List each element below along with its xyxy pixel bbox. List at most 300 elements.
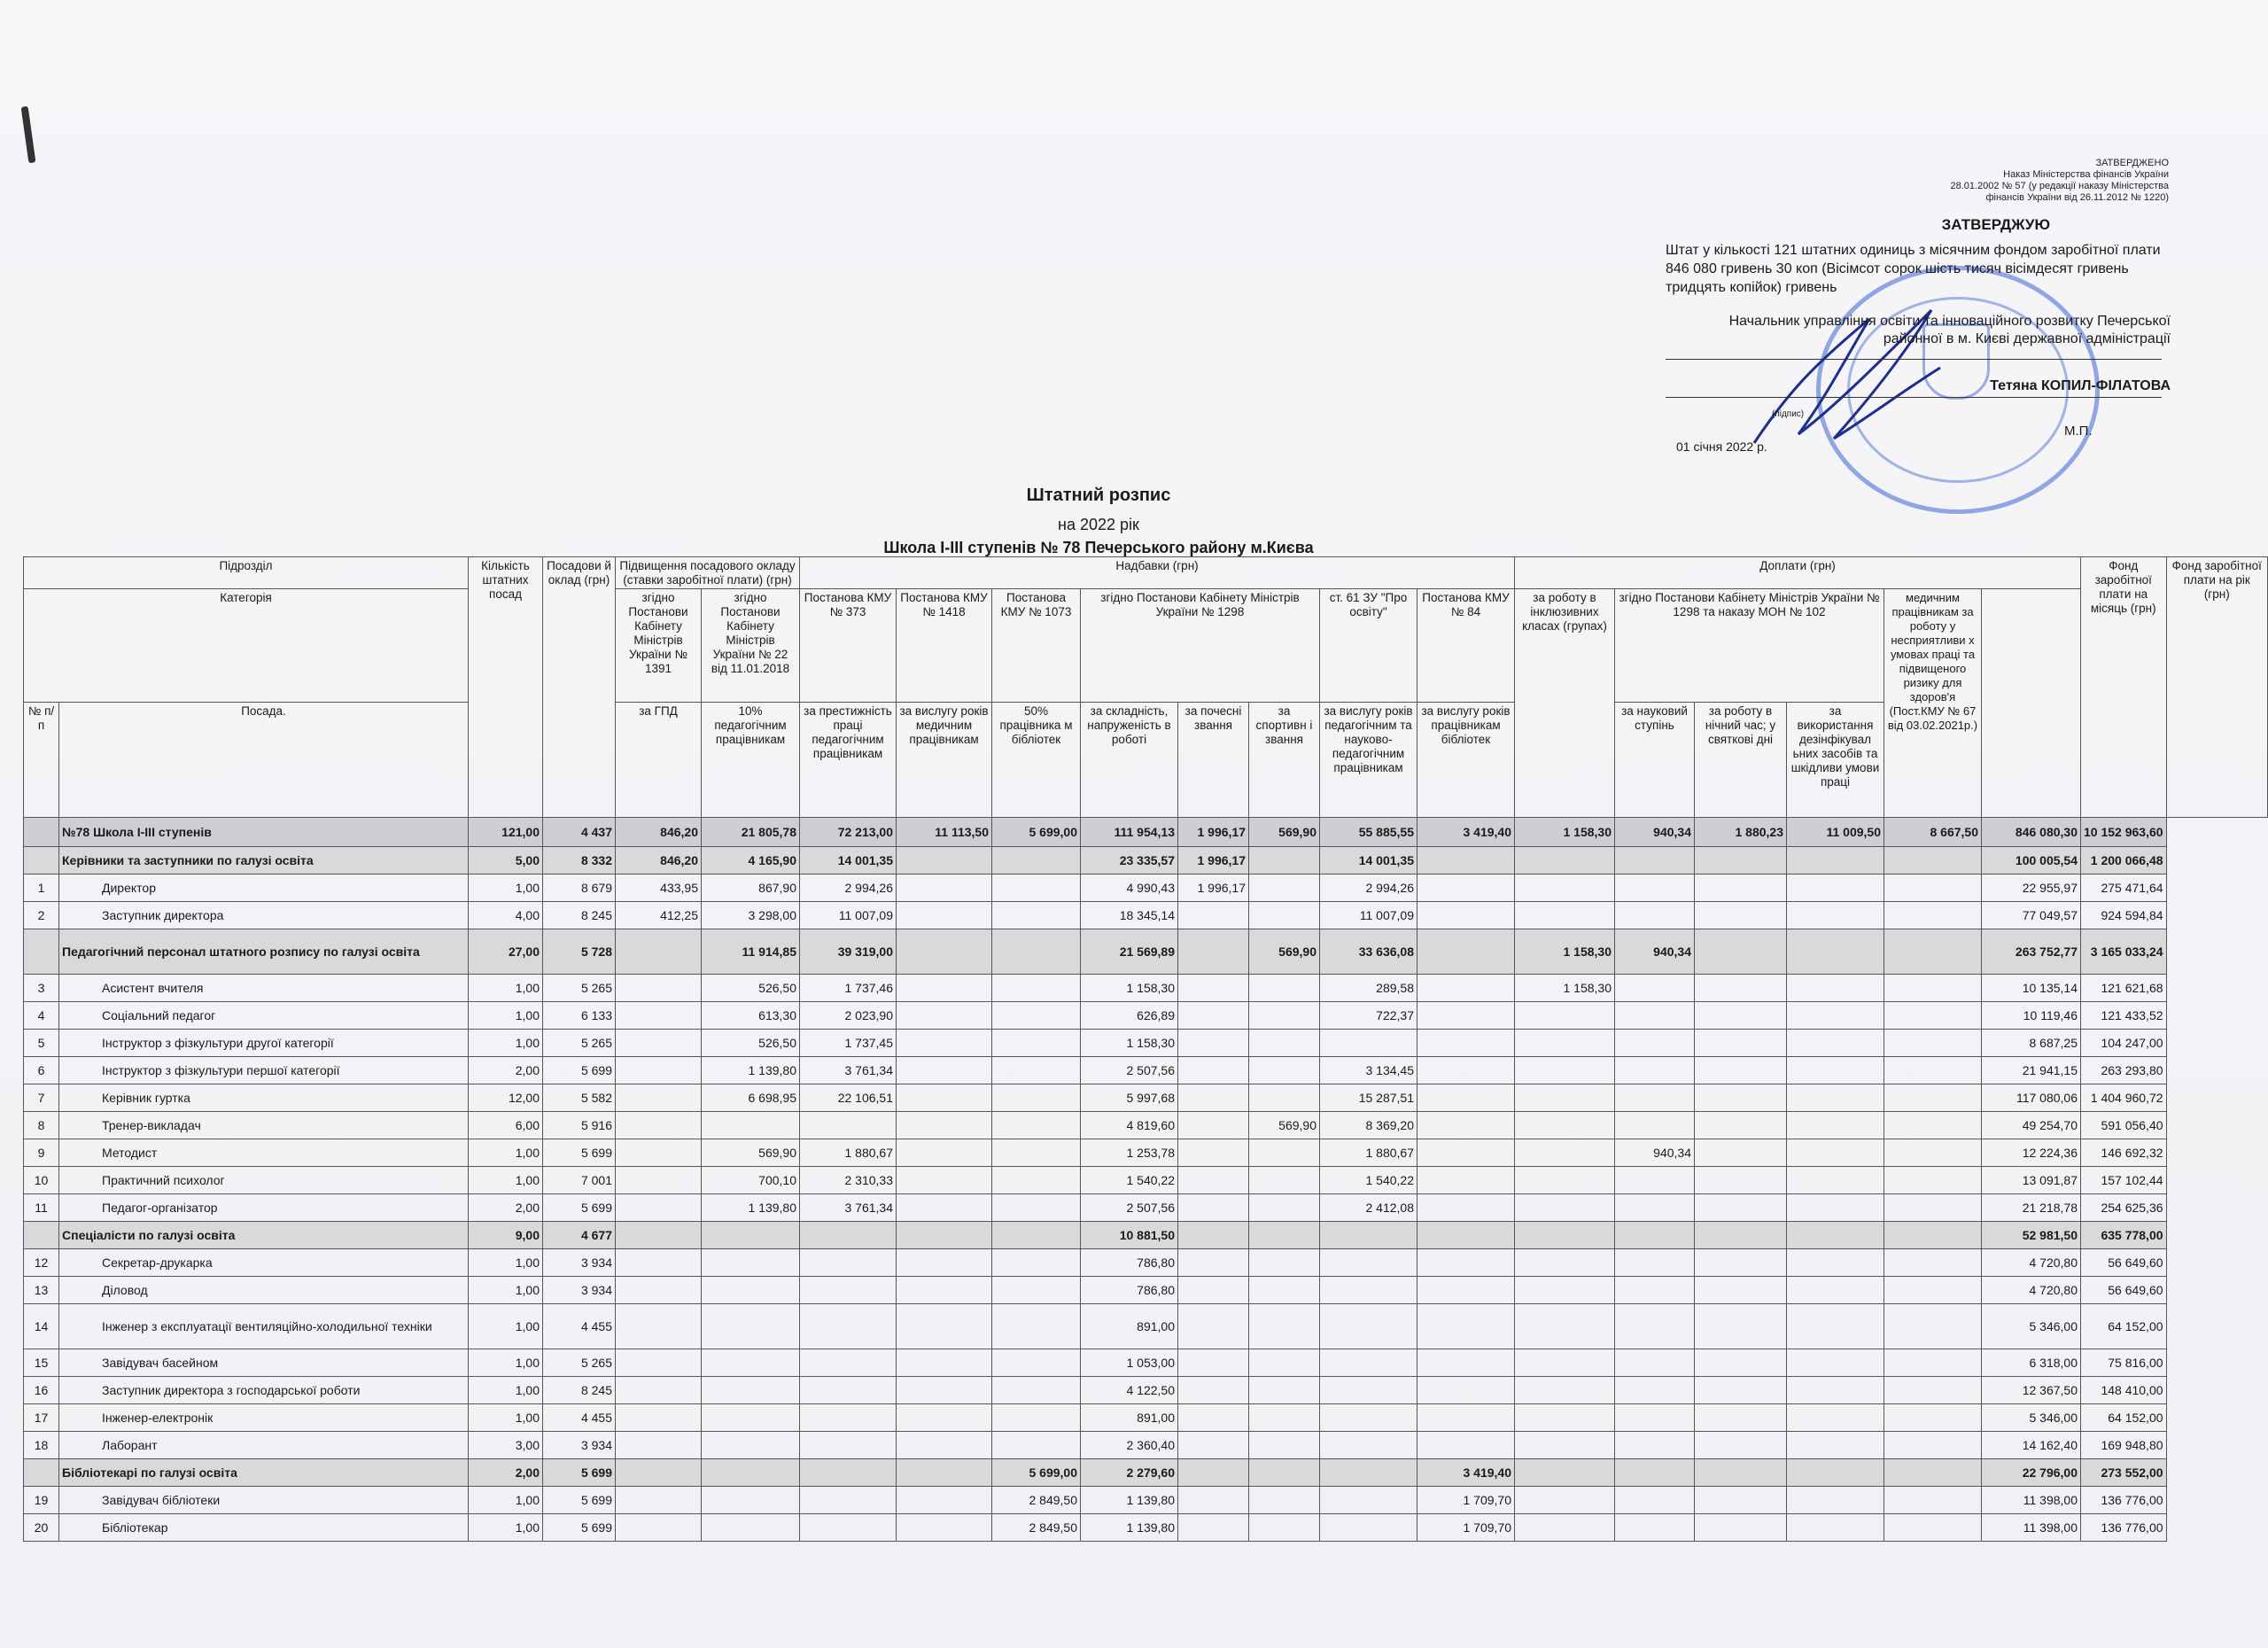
row-cell: 39 319,00 <box>800 929 897 975</box>
row-cell <box>1695 1030 1787 1057</box>
row-cell: 121,00 <box>469 818 543 847</box>
row-cell <box>1787 1194 1884 1222</box>
row-cell: 5 346,00 <box>1982 1304 2081 1349</box>
row-cell <box>800 1112 897 1139</box>
table-row <box>24 975 2268 1002</box>
row-cell: 940,34 <box>1615 1139 1695 1167</box>
header-b1418: Постанова КМУ № 1418 <box>897 589 992 703</box>
row-cell: 5 699 <box>543 1194 616 1222</box>
row-cell <box>897 1432 992 1459</box>
row-cell <box>1884 1002 1982 1030</box>
row-cell <box>1515 1002 1615 1030</box>
row-cell: 3 934 <box>543 1432 616 1459</box>
row-position-name: Практичний психолог <box>59 1167 469 1194</box>
row-cell <box>1787 1459 1884 1487</box>
row-cell: 5 916 <box>543 1112 616 1139</box>
row-cell <box>1884 1432 1982 1459</box>
row-cell <box>1695 1084 1787 1112</box>
row-cell <box>1884 1249 1982 1277</box>
row-cell <box>1249 1304 1320 1349</box>
row-cell <box>800 1404 897 1432</box>
row-cell <box>1178 1194 1249 1222</box>
table-row <box>24 1514 2268 1542</box>
row-cell <box>616 975 702 1002</box>
row-cell: 3 934 <box>543 1249 616 1277</box>
row-cell: 148 410,00 <box>2081 1377 2167 1404</box>
row-cell <box>1884 1222 1982 1249</box>
approved-note-line: Наказ Міністерства фінансів України <box>2003 169 2169 180</box>
row-cell <box>1695 929 1787 975</box>
row-cell: 1 053,00 <box>1081 1349 1178 1377</box>
row-cell <box>1615 1112 1695 1139</box>
row-cell <box>1615 1194 1695 1222</box>
row-cell <box>1320 1030 1418 1057</box>
row-cell: 3 298,00 <box>702 902 800 929</box>
table-row <box>24 1167 2268 1194</box>
row-cell: 9,00 <box>469 1222 543 1249</box>
row-cell <box>1320 1514 1418 1542</box>
row-cell <box>1249 1167 1320 1194</box>
row-cell <box>1884 1057 1982 1084</box>
row-cell <box>616 1514 702 1542</box>
row-cell <box>1418 1030 1515 1057</box>
row-cell: 1 253,78 <box>1081 1139 1178 1167</box>
row-cell <box>897 1404 992 1432</box>
row-cell <box>1787 1304 1884 1349</box>
row-cell <box>1515 1349 1615 1377</box>
row-cell <box>1249 902 1320 929</box>
row-cell: 6 698,95 <box>702 1084 800 1112</box>
row-cell <box>800 1487 897 1514</box>
row-cell: 21 218,78 <box>1982 1194 2081 1222</box>
row-cell: 8 369,20 <box>1320 1112 1418 1139</box>
row-cell <box>992 847 1081 875</box>
row-cell: 10 135,14 <box>1982 975 2081 1002</box>
row-cell <box>1615 1249 1695 1277</box>
row-cell <box>1515 1304 1615 1349</box>
row-cell: 5 699,00 <box>992 818 1081 847</box>
row-number <box>24 1459 59 1487</box>
row-cell <box>1320 1487 1418 1514</box>
row-cell <box>1249 1377 1320 1404</box>
row-cell: 5 699,00 <box>992 1459 1081 1487</box>
row-cell: 263 293,80 <box>2081 1057 2167 1084</box>
row-cell: 136 776,00 <box>2081 1514 2167 1542</box>
row-cell <box>1884 1030 1982 1057</box>
row-cell: 12,00 <box>469 1084 543 1112</box>
row-cell: 55 885,55 <box>1320 818 1418 847</box>
row-cell <box>1249 1002 1320 1030</box>
row-number: 14 <box>24 1304 59 1349</box>
row-cell <box>1615 1084 1695 1112</box>
row-cell: 33 636,08 <box>1320 929 1418 975</box>
row-cell <box>897 929 992 975</box>
row-cell: 23 335,57 <box>1081 847 1178 875</box>
row-cell <box>1320 1349 1418 1377</box>
row-cell: 11 007,09 <box>800 902 897 929</box>
row-cell <box>992 1167 1081 1194</box>
approval-head-position: Начальник управління освіти та інноваційного розвитку Печерської районної в м. Києві державної адміністрації <box>1728 314 2171 346</box>
row-cell <box>897 1084 992 1112</box>
row-cell <box>1320 1404 1418 1432</box>
row-cell <box>992 1112 1081 1139</box>
row-cell: 10 119,46 <box>1982 1002 2081 1030</box>
row-cell <box>1615 1459 1695 1487</box>
approval-title: ЗАТВЕРДЖУЮ <box>1941 216 2050 233</box>
row-cell: 1 540,22 <box>1320 1167 1418 1194</box>
row-cell <box>992 975 1081 1002</box>
row-cell <box>616 1249 702 1277</box>
row-cell: 5 699 <box>543 1487 616 1514</box>
row-cell: 64 152,00 <box>2081 1304 2167 1349</box>
row-cell <box>1178 1084 1249 1112</box>
row-number: 5 <box>24 1030 59 1057</box>
row-cell: 8 687,25 <box>1982 1030 2081 1057</box>
header-row <box>24 589 2268 703</box>
pencil-mark <box>21 106 36 163</box>
row-cell <box>1418 1084 1515 1112</box>
row-cell <box>800 1304 897 1349</box>
row-cell: 8 667,50 <box>1884 818 1982 847</box>
row-cell <box>800 1349 897 1377</box>
approved-note-line: фінансів України від 26.11.2012 № 1220) <box>1985 192 2169 203</box>
row-cell: 21 805,78 <box>702 818 800 847</box>
row-cell <box>1695 875 1787 902</box>
row-position-name: Бібліотекарі по галузі освіта <box>59 1459 469 1487</box>
row-cell <box>702 1277 800 1304</box>
row-cell <box>897 1377 992 1404</box>
row-cell <box>1695 1139 1787 1167</box>
row-cell <box>1418 1404 1515 1432</box>
table-row <box>24 1002 2268 1030</box>
row-cell <box>1695 1487 1787 1514</box>
row-cell: 254 625,36 <box>2081 1194 2167 1222</box>
row-cell <box>1178 1459 1249 1487</box>
row-cell: 77 049,57 <box>1982 902 2081 929</box>
row-cell <box>702 1304 800 1349</box>
row-cell <box>1695 1002 1787 1030</box>
row-cell: 1 880,67 <box>800 1139 897 1167</box>
row-cell <box>1695 1349 1787 1377</box>
row-cell: 5 346,00 <box>1982 1404 2081 1432</box>
table-row-total <box>24 818 2268 847</box>
row-cell <box>897 1167 992 1194</box>
row-cell: 56 649,60 <box>2081 1249 2167 1277</box>
row-cell: 18 345,14 <box>1081 902 1178 929</box>
row-cell: 1,00 <box>469 1304 543 1349</box>
row-cell <box>1787 1002 1884 1030</box>
row-cell: 3 761,34 <box>800 1057 897 1084</box>
row-cell: 5 582 <box>543 1084 616 1112</box>
row-cell: 11 914,85 <box>702 929 800 975</box>
row-cell: 1 200 066,48 <box>2081 847 2167 875</box>
row-cell <box>1249 1432 1320 1459</box>
row-cell <box>800 1514 897 1542</box>
row-cell <box>616 1222 702 1249</box>
row-cell <box>897 1030 992 1057</box>
row-cell: 8 332 <box>543 847 616 875</box>
row-cell: 5 265 <box>543 1030 616 1057</box>
table-row <box>24 1277 2268 1304</box>
header-count: Кількість штатних посад <box>469 557 543 818</box>
table-row <box>24 1377 2268 1404</box>
row-cell <box>1418 875 1515 902</box>
row-cell <box>897 1249 992 1277</box>
row-cell <box>1615 1404 1695 1432</box>
row-cell: 2 310,33 <box>800 1167 897 1194</box>
row-cell <box>1695 1222 1787 1249</box>
table-row <box>24 1057 2268 1084</box>
row-position-name: Тренер-викладач <box>59 1112 469 1139</box>
row-number: 12 <box>24 1249 59 1277</box>
row-cell: 117 080,06 <box>1982 1084 2081 1112</box>
table-row-group <box>24 929 2268 975</box>
row-cell: 4,00 <box>469 902 543 929</box>
row-cell: 1,00 <box>469 1514 543 1542</box>
row-cell <box>1787 1057 1884 1084</box>
row-cell <box>897 1487 992 1514</box>
table-row <box>24 1084 2268 1112</box>
row-cell <box>897 1057 992 1084</box>
row-cell <box>992 1349 1081 1377</box>
table-row <box>24 1487 2268 1514</box>
row-cell: 136 776,00 <box>2081 1487 2167 1514</box>
row-cell <box>1884 1487 1982 1514</box>
row-cell <box>616 1432 702 1459</box>
row-cell <box>616 1459 702 1487</box>
row-cell: 289,58 <box>1320 975 1418 1002</box>
row-cell <box>1695 975 1787 1002</box>
row-cell <box>702 1514 800 1542</box>
row-cell: 10 881,50 <box>1081 1222 1178 1249</box>
header-row <box>24 557 2268 589</box>
row-cell <box>1320 1432 1418 1459</box>
row-position-name: Інструктор з фізкультури першої категорії <box>59 1057 469 1084</box>
row-cell: 1,00 <box>469 1139 543 1167</box>
row-cell <box>992 1277 1081 1304</box>
row-cell <box>1178 1487 1249 1514</box>
row-cell: 1,00 <box>469 1277 543 1304</box>
table-row <box>24 1249 2268 1277</box>
divider <box>1666 359 2162 360</box>
row-cell <box>1615 1432 1695 1459</box>
row-cell: 11 007,09 <box>1320 902 1418 929</box>
header-raise-a2: за ГПД <box>616 703 702 818</box>
row-cell <box>1418 1249 1515 1277</box>
row-cell <box>1178 1277 1249 1304</box>
row-cell: 526,50 <box>702 1030 800 1057</box>
row-cell <box>992 1377 1081 1404</box>
row-cell: 635 778,00 <box>2081 1222 2167 1249</box>
row-number: 8 <box>24 1112 59 1139</box>
row-cell <box>1787 1277 1884 1304</box>
header-num: № п/п <box>24 703 59 818</box>
document-year: на 2022 рік <box>1058 516 1139 533</box>
row-cell: 8 679 <box>543 875 616 902</box>
organization-name: Школа І-ІІІ ступенів № 78 Печерського району м.Києва <box>883 539 1314 556</box>
row-cell: 2 412,08 <box>1320 1194 1418 1222</box>
row-cell: 3,00 <box>469 1432 543 1459</box>
row-cell: 157 102,44 <box>2081 1167 2167 1194</box>
row-position-name: Інструктор з фізкультури другої категорії <box>59 1030 469 1057</box>
row-cell <box>1418 1194 1515 1222</box>
row-cell <box>1178 1030 1249 1057</box>
row-cell: 924 594,84 <box>2081 902 2167 929</box>
row-cell <box>1418 1139 1515 1167</box>
row-position-name: Секретар-друкарка <box>59 1249 469 1277</box>
row-cell <box>1249 1222 1320 1249</box>
row-cell: 2 279,60 <box>1081 1459 1178 1487</box>
row-cell: 5 699 <box>543 1057 616 1084</box>
row-cell <box>702 1349 800 1377</box>
row-cell <box>616 1030 702 1057</box>
row-cell: 4 437 <box>543 818 616 847</box>
row-number: 15 <box>24 1349 59 1377</box>
row-cell: 4 165,90 <box>702 847 800 875</box>
row-cell <box>1178 1222 1249 1249</box>
row-cell <box>616 1112 702 1139</box>
row-cell <box>1515 1514 1615 1542</box>
header-inclusive: за роботу в інклюзивних класах (групах) <box>1515 589 1615 818</box>
row-cell: 273 552,00 <box>2081 1459 2167 1487</box>
row-cell: 4 455 <box>543 1304 616 1349</box>
row-cell: 1 158,30 <box>1515 929 1615 975</box>
row-cell <box>1695 1112 1787 1139</box>
row-cell: 940,34 <box>1615 818 1695 847</box>
row-cell: 786,80 <box>1081 1277 1178 1304</box>
row-number: 17 <box>24 1404 59 1432</box>
row-cell <box>1320 1277 1418 1304</box>
row-cell: 3 165 033,24 <box>2081 929 2167 975</box>
header-position: Посада. <box>59 703 469 818</box>
row-cell: 100 005,54 <box>1982 847 2081 875</box>
row-cell <box>1178 1514 1249 1542</box>
row-cell: 11 398,00 <box>1982 1487 2081 1514</box>
approved-order-note <box>1779 158 2169 204</box>
row-cell: 5 997,68 <box>1081 1084 1178 1112</box>
row-cell <box>1787 929 1884 975</box>
row-cell <box>1615 1167 1695 1194</box>
header-raise-b: згідно Постанови Кабінету Міністрів України № 22 від 11.01.2018 <box>702 589 800 703</box>
header-b84-2: за вислугу років працівникам бібліотек <box>1418 703 1515 818</box>
row-cell <box>616 1377 702 1404</box>
row-cell <box>1884 1277 1982 1304</box>
row-cell: 3 419,40 <box>1418 1459 1515 1487</box>
row-cell: 1 158,30 <box>1515 975 1615 1002</box>
row-cell <box>992 1084 1081 1112</box>
row-cell <box>1615 1349 1695 1377</box>
table-row <box>24 1112 2268 1139</box>
header-b1298: згідно Постанови Кабінету Міністрів України № 1298 <box>1081 589 1320 703</box>
row-cell <box>897 975 992 1002</box>
row-cell <box>1515 1112 1615 1139</box>
row-cell: 569,90 <box>1249 1112 1320 1139</box>
row-cell: 1,00 <box>469 1002 543 1030</box>
row-cell: 1 709,70 <box>1418 1487 1515 1514</box>
row-cell <box>1884 875 1982 902</box>
row-cell: 1,00 <box>469 875 543 902</box>
row-cell: 5 699 <box>543 1139 616 1167</box>
row-cell <box>1787 902 1884 929</box>
row-cell: 12 224,36 <box>1982 1139 2081 1167</box>
row-cell <box>1320 1222 1418 1249</box>
row-cell <box>1249 1030 1320 1057</box>
row-cell: 121 433,52 <box>2081 1002 2167 1030</box>
row-cell <box>1695 1167 1787 1194</box>
row-cell: 569,90 <box>1249 929 1320 975</box>
row-cell: 1 139,80 <box>702 1057 800 1084</box>
row-cell <box>1787 1432 1884 1459</box>
row-number: 7 <box>24 1084 59 1112</box>
row-cell <box>897 1349 992 1377</box>
row-cell <box>897 1139 992 1167</box>
header-bonus: Надбавки (грн) <box>800 557 1515 589</box>
header-b1298-c: за спортивн і звання <box>1249 703 1320 818</box>
row-number: 10 <box>24 1167 59 1194</box>
approved-note-line: ЗАТВЕРДЖЕНО <box>2095 158 2169 168</box>
row-position-name: Заступник директора з господарської роботи <box>59 1377 469 1404</box>
row-cell: 1 540,22 <box>1081 1167 1178 1194</box>
row-cell: 21 569,89 <box>1081 929 1178 975</box>
row-cell <box>1515 1487 1615 1514</box>
row-cell <box>800 1222 897 1249</box>
row-cell <box>1178 1377 1249 1404</box>
row-cell <box>1884 902 1982 929</box>
row-cell <box>897 1194 992 1222</box>
row-cell: 6,00 <box>469 1112 543 1139</box>
row-number: 9 <box>24 1139 59 1167</box>
row-position-name: Педагог-організатор <box>59 1194 469 1222</box>
row-number: 1 <box>24 875 59 902</box>
row-cell <box>1418 1349 1515 1377</box>
row-cell <box>1515 1057 1615 1084</box>
row-cell <box>1695 1432 1787 1459</box>
table-row <box>24 1139 2268 1167</box>
row-cell: 263 752,77 <box>1982 929 2081 975</box>
row-cell <box>1515 847 1615 875</box>
row-cell: 3 934 <box>543 1277 616 1304</box>
row-number: 20 <box>24 1514 59 1542</box>
row-cell: 613,30 <box>702 1002 800 1030</box>
row-position-name: Педагогічний персонал штатного розпису по галузі освіта <box>59 929 469 975</box>
row-cell <box>1787 1222 1884 1249</box>
row-cell <box>897 1002 992 1030</box>
row-cell <box>616 1404 702 1432</box>
table-row <box>24 1194 2268 1222</box>
row-cell <box>1418 929 1515 975</box>
row-cell <box>1884 1084 1982 1112</box>
row-number: 3 <box>24 975 59 1002</box>
row-cell <box>1695 1057 1787 1084</box>
row-cell: 4 677 <box>543 1222 616 1249</box>
row-cell <box>1615 1377 1695 1404</box>
row-cell: 13 091,87 <box>1982 1167 2081 1194</box>
row-cell <box>1884 1194 1982 1222</box>
row-cell <box>1695 902 1787 929</box>
row-cell <box>1515 902 1615 929</box>
row-cell <box>616 1349 702 1377</box>
row-cell: 1,00 <box>469 1349 543 1377</box>
row-cell: 4 455 <box>543 1404 616 1432</box>
row-position-name: Методист <box>59 1139 469 1167</box>
row-cell <box>1787 847 1884 875</box>
row-cell <box>1320 1304 1418 1349</box>
row-position-name: Завідувач бібліотеки <box>59 1487 469 1514</box>
row-cell: 526,50 <box>702 975 800 1002</box>
header-raise-a: згідно Постанови Кабінету Міністрів України № 1391 <box>616 589 702 703</box>
row-cell: 1 139,80 <box>1081 1514 1178 1542</box>
row-position-name: Асистент вчителя <box>59 975 469 1002</box>
